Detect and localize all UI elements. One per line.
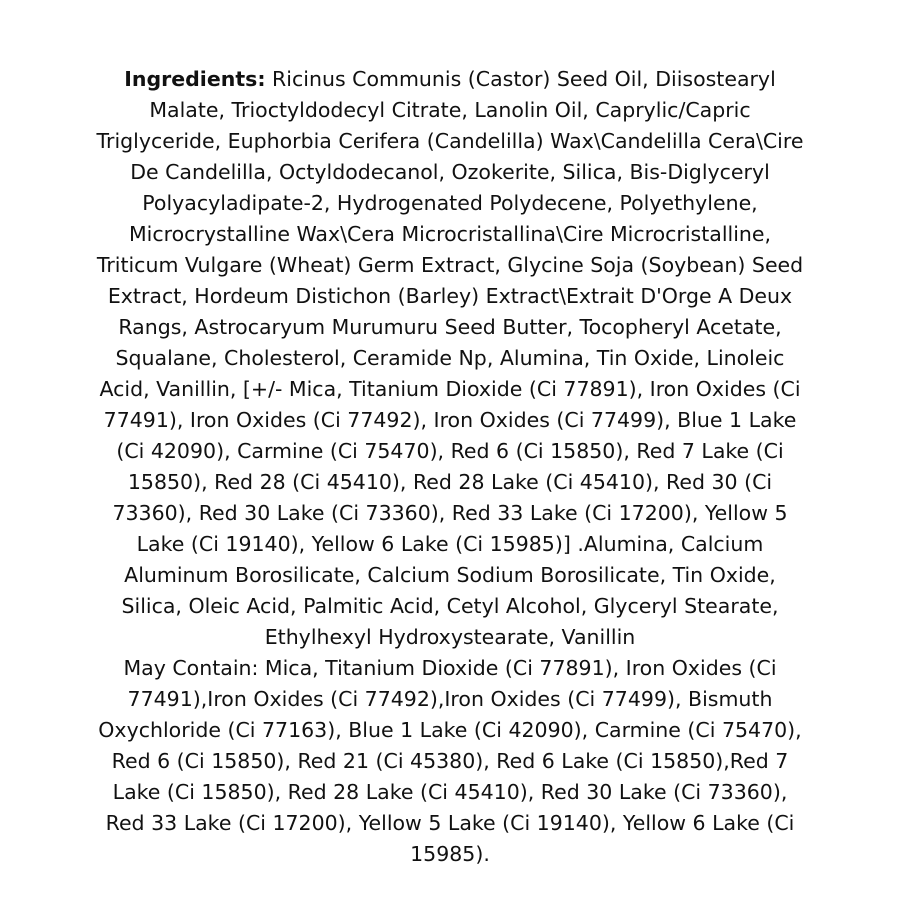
ingredients-label xyxy=(95,64,805,870)
ingredients-list: Ricinus Communis (Castor) Seed Oil, Diisostearyl Malate, Trioctyldodecyl Citrate, Lanolin Oil, Caprylic/Capric Triglyceride, Euphorbia Cerifera (Candelilla) Wax\Candelilla Cera\Cire De Candelilla, Octyldodecanol, Ozokerite, Silica, Bis-Diglyceryl Polyacyladipate-2, Hydrogenated Polydecene, Polyethylene, Microcrystalline Wax\Cera Microcristallina\Cire Microcristalline, Triticum Vulgare (Wheat) Germ Extract, Glycine Soja (Soybean) Seed Extract, Hordeum Distichon (Barley) Extract\Extrait D'Orge A Deux Rangs, Astrocaryum Murumuru Seed Butter, Tocopheryl Acetate, Squalane, Cholesterol, Ceramide Np, Alumina, Tin Oxide, Linoleic Acid, Vanillin, [+/- Mica, Titanium Dioxide (Ci 77891), Iron Oxides (Ci 77491), Iron Oxides (Ci 77492), Iron Oxides (Ci 77499), Blue 1 Lake (Ci 42090), Carmine (Ci 75470), Red 6 (Ci 15850), Red 7 Lake (Ci 15850), Red 28 (Ci 45410), Red 28 Lake (Ci 45410), Red 30 (Ci 73360), Red 30 Lake (Ci 73360), Red 33 Lake (Ci 17200), Yellow 5 Lake (Ci 19140), Yellow 6 Lake (Ci 15985)] .Alumina, Calcium Aluminum Borosilicate, Calcium Sodium Borosilicate, Tin Oxide, Silica, Oleic Acid, Palmitic Acid, Cetyl Alcohol, Glyceryl Stearate, Ethylhexyl Hydroxystearate, Vanillin xyxy=(96,67,804,649)
may-contain-paragraph: May Contain: Mica, Titanium Dioxide (Ci 77891), Iron Oxides (Ci 77491),Iron Oxides (Ci 77492),Iron Oxides (Ci 77499), Bismuth Oxychloride (Ci 77163), Blue 1 Lake (Ci 42090), Carmine (Ci 75470), Red 6 (Ci 15850), Red 21 (Ci 45380), Red 6 Lake (Ci 15850),Red 7 Lake (Ci 15850), Red 28 Lake (Ci 45410), Red 30 Lake (Ci 73360), Red 33 Lake (Ci 17200), Yellow 5 Lake (Ci 19140), Yellow 6 Lake (Ci 15985). xyxy=(98,656,802,866)
ingredients-paragraph xyxy=(95,64,805,653)
ingredients-heading: Ingredients: xyxy=(124,67,266,91)
